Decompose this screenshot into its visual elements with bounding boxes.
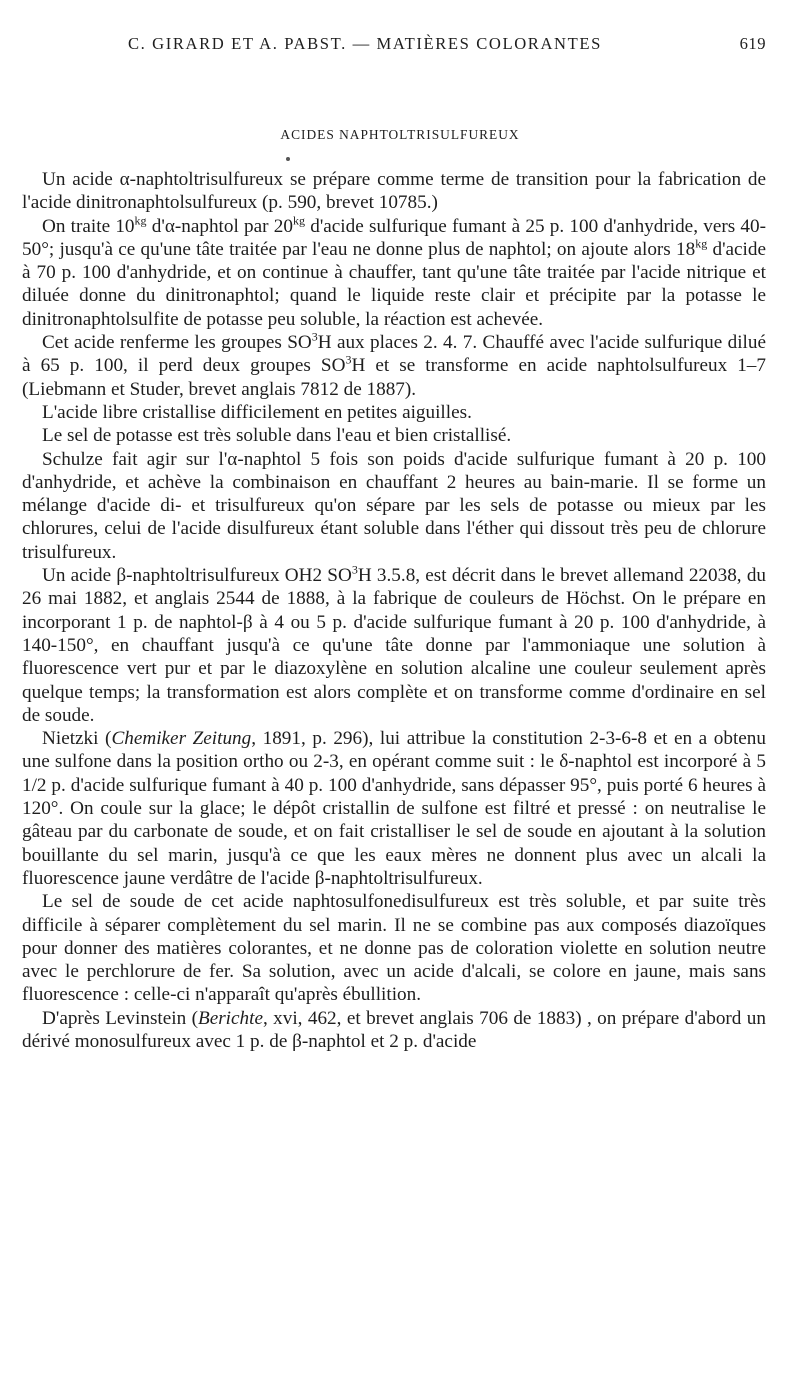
body-text (22, 168, 766, 1053)
page-number: 619 (739, 34, 766, 53)
text-run: Le sel de soude de cet acide naphtosulfonedisulfureux est très soluble, et par suite très difficile à séparer complètement du sel marin. Il ne se combine pas aux composés diazoïques pour donner des matières colorantes, et ne donne pas de coloration violette en solution neutre avec le perchlorure de fer. Sa solution, avec un acide d'alcali, se colore en jaune, mais sans fluorescence : celle-ci n'apparaît qu'après ébullition. (22, 891, 766, 1006)
ink-speck (286, 157, 290, 161)
superscript: kg (134, 213, 147, 228)
text-run: Un acide α-naphtoltrisulfureux se prépare comme terme de transition pour la fabrication de l'acide dinitronaphtolsulfureux (p. 590, brevet 10785.) (22, 169, 766, 214)
text-run: H aux places 2. 4. 7. Chauffé avec l'acide sulfurique dilué à 65 p. 100, il perd deux groupes SO (22, 332, 766, 377)
superscript: 3 (311, 329, 318, 344)
text-run: Nietzki ( (42, 728, 112, 750)
text-run: Cet acide renferme les groupes SO (42, 332, 312, 354)
text-run: D'après Levinstein ( (42, 1007, 198, 1029)
superscript: kg (695, 236, 708, 251)
text-run: , xvi, 462, et brevet anglais 706 de 1883) , on prépare d'abord un dérivé monosulfureux avec 1 p. de β-naphtol et 2 p. d'acide (22, 1007, 766, 1052)
paragraph (22, 1007, 766, 1054)
paragraph (22, 401, 766, 424)
running-head (0, 34, 800, 58)
paragraph (22, 890, 766, 1006)
superscript: 3 (345, 352, 352, 367)
paragraph (22, 564, 766, 727)
running-title: C. GIRARD ET A. PABST. — MATIÈRES COLORANTES (128, 34, 602, 53)
text-run: Le sel de potasse est très soluble dans l'eau et bien cristallisé. (42, 425, 512, 447)
text-run: d'acide sulfurique fumant à 25 p. 100 d'anhydride, vers 40-50°; jusqu'à ce qu'une tâte traitée par l'eau ne donne plus de naphtol; on ajoute alors 18 (22, 215, 767, 260)
text-run: Un acide β-naphtoltrisulfureux OH2 SO (42, 565, 352, 587)
italic-citation: Berichte (197, 1007, 263, 1029)
text-run: d'acide à 70 p. 100 d'anhydride, et on continue à chauffer, tant qu'une tâte traitée par l'acide nitrique et diluée donne du dinitronaphtol; quand le liquide reste clair et précipite par la potasse le dinitronaphtolsulfite de potasse peu soluble, la réaction est achevée. (22, 238, 766, 330)
text-run: , 1891, p. 296), lui attribue la constitution 2-3-6-8 et en a obtenu une sulfone dans la position ortho ou 2-3, en opérant comme suit : le δ-naphtol est incorporé à 5 1/2 p. d'acide sulfurique fumant à 40 p. 100 d'anhydride, sans dépasser 95°, puis porté 6 heures à 120°. On coule sur la glace; le dépôt cristallin de sulfone est filtré et pressé : on neutralise le gâteau par du carbonate de soude, et on fait cristalliser le sel de soude en ajoutant à la solution bouillante du sel marin, jusqu'à ce que les eaux mères ne donnent plus avec un alcali la fluorescence jaune verdâtre de l'acide β-naphtoltrisulfureux. (22, 728, 766, 889)
superscript: 3 (351, 562, 358, 577)
section-title: ACIDES NAPHTOLTRISULFUREUX (280, 127, 520, 142)
paragraph (22, 448, 766, 564)
text-run: d'α-naphtol par 20 (146, 215, 293, 237)
paragraph (22, 215, 766, 331)
text-run: Schulze fait agir sur l'α-naphtol 5 fois son poids d'acide sulfurique fumant à 20 p. 100 d'anhydride, et achève la combinaison en chauffant 2 heures au bain-marie. Il se forme un mélange d'acide di- et trisulfureux qu'on sépare par les sels de potasse ou mieux par les chlorures, celui de l'acide disulfureux étant soluble dans l'éther qui dissout très peu de chlorure trisulfureux. (22, 448, 766, 563)
paragraph (22, 331, 766, 401)
text-run: On traite 10 (42, 215, 135, 237)
paragraph (22, 424, 766, 447)
text-run: L'acide libre cristallise difficilement en petites aiguilles. (42, 401, 472, 423)
italic-citation: Chemiker Zeitung (111, 728, 252, 750)
text-run: H et se transforme en acide naphtolsulfureux 1–7 (Liebmann et Studer, brevet anglais 7812 de 1887). (22, 355, 766, 400)
superscript: kg (292, 213, 305, 228)
paragraph (22, 727, 766, 890)
paragraph (22, 168, 766, 215)
text-run: H 3.5.8, est décrit dans le brevet allemand 22038, du 26 mai 1882, et anglais 2544 de 1888, à la fabrique de couleurs de Höchst. On le prépare en incorporant 1 p. de naphtol-β à 4 ou 5 p. d'acide sulfurique fumant à 20 p. 100 d'anhydride, à 140-150°, en chauffant jusqu'à ce qu'une tâte donne par l'ammoniaque une solution à fluorescence vert pur et par le diazoxylène en solution alcaline une couleur seulement après quelque temps; la transformation est alors complète et on transforme comme d'ordinaire en sel de soude. (22, 565, 767, 726)
